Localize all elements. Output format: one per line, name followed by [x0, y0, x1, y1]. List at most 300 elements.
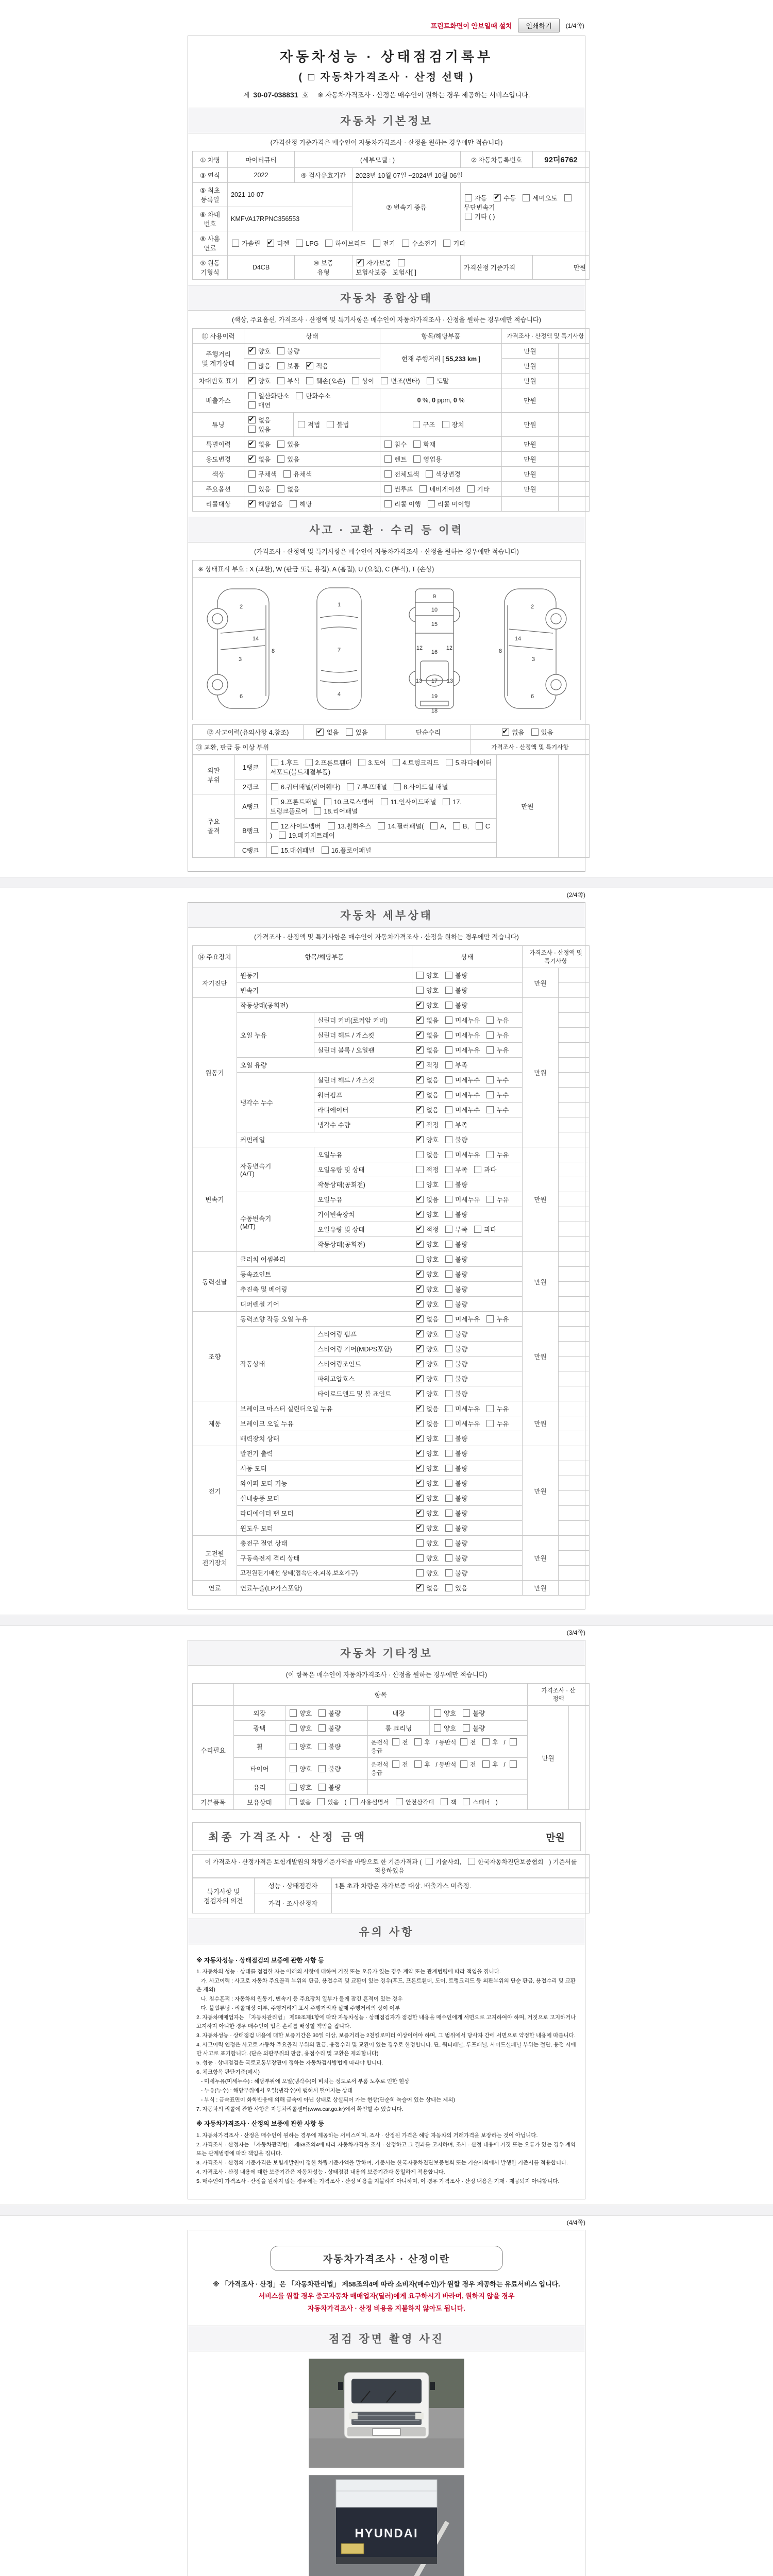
- checkbox[interactable]: [426, 1858, 433, 1865]
- checkbox[interactable]: [416, 1166, 424, 1173]
- checkbox[interactable]: [248, 362, 256, 369]
- checkbox-checked[interactable]: [416, 1315, 424, 1323]
- table-cell: 실린더 블록 / 오일팬: [314, 1043, 412, 1058]
- checkbox[interactable]: [277, 455, 284, 463]
- checkbox[interactable]: [434, 1724, 441, 1732]
- checkbox-checked[interactable]: [416, 1495, 424, 1502]
- checkbox[interactable]: [279, 832, 286, 839]
- table-cell: [430, 1721, 528, 1736]
- checkbox[interactable]: [523, 194, 530, 201]
- checkbox[interactable]: [486, 1091, 494, 1098]
- checkbox[interactable]: [428, 500, 435, 507]
- table-cell: 실린더 헤드 / 개스킷: [314, 1028, 412, 1043]
- checkbox[interactable]: [445, 1569, 452, 1577]
- checkbox-label: 불량: [455, 1540, 468, 1547]
- checkbox-checked[interactable]: [502, 728, 509, 736]
- checkbox[interactable]: [445, 1256, 452, 1263]
- checkbox-checked[interactable]: [416, 1465, 424, 1472]
- pricing-info-line: 자동차가격조사 · 산정 비용을 지불하지 않아도 됩니다.: [308, 2304, 465, 2312]
- checkbox-label: 양호: [299, 1743, 312, 1751]
- checkbox-label: 적정: [426, 1166, 439, 1174]
- checkbox-checked[interactable]: [416, 1226, 424, 1233]
- checkbox[interactable]: [271, 759, 278, 766]
- checkbox-checked[interactable]: [248, 500, 256, 507]
- checkbox-checked[interactable]: [416, 1121, 424, 1128]
- checkbox[interactable]: [416, 1539, 424, 1547]
- checkbox-checked[interactable]: [494, 194, 501, 201]
- checkbox[interactable]: [318, 1709, 326, 1717]
- checkbox[interactable]: [486, 1151, 494, 1158]
- checkbox-label: 없음: [426, 1405, 439, 1413]
- checkbox[interactable]: [445, 1196, 452, 1203]
- checkbox-checked[interactable]: [416, 1420, 424, 1427]
- checkbox-checked[interactable]: [416, 1061, 424, 1069]
- table-cell: [559, 467, 590, 482]
- checkbox-label: 없음: [258, 417, 271, 424]
- table-cell: [244, 452, 380, 467]
- checkbox-checked[interactable]: [416, 1136, 424, 1143]
- table-cell: [412, 1147, 523, 1162]
- checkbox[interactable]: [381, 377, 388, 384]
- pricing-info-line: 서비스를 원할 경우 중고자동차 매매업자(딜러)에게 요구하시기 바라며, 원하지 않을 경우: [258, 2292, 515, 2300]
- table-cell: 구동축전지 격리 상태: [237, 1551, 412, 1566]
- checkbox-checked[interactable]: [416, 1450, 424, 1457]
- checkbox-checked[interactable]: [416, 1435, 424, 1442]
- checkbox-label: 양호: [444, 1710, 457, 1717]
- checkbox[interactable]: [248, 470, 256, 478]
- checkbox-label: 양호: [426, 1376, 439, 1383]
- checkbox[interactable]: [384, 470, 392, 478]
- checkbox[interactable]: [277, 347, 284, 354]
- checkbox-checked[interactable]: [416, 1031, 424, 1039]
- checkbox-label: 2.프론트휀더: [315, 759, 352, 767]
- checkbox[interactable]: [445, 1330, 452, 1337]
- checkbox[interactable]: [531, 728, 539, 736]
- checkbox[interactable]: [474, 1226, 481, 1233]
- checkbox[interactable]: [352, 377, 359, 384]
- checkbox[interactable]: [416, 1256, 424, 1263]
- checkbox[interactable]: [564, 194, 572, 201]
- table-cell: 만원: [523, 1536, 559, 1581]
- checkbox-label: 양호: [426, 1495, 439, 1502]
- checkbox[interactable]: [392, 1738, 399, 1745]
- checkbox[interactable]: [325, 240, 332, 247]
- checkbox-checked[interactable]: [316, 728, 324, 736]
- checkbox[interactable]: [314, 807, 321, 815]
- checkbox[interactable]: [463, 1709, 470, 1717]
- checkbox[interactable]: [248, 485, 256, 493]
- checkbox[interactable]: [441, 1798, 448, 1805]
- checkbox[interactable]: [445, 1524, 452, 1532]
- checkbox[interactable]: [445, 1061, 452, 1069]
- table-cell: [412, 1401, 523, 1416]
- checkbox[interactable]: [445, 1584, 452, 1591]
- table-cell: [559, 1237, 590, 1252]
- checkbox[interactable]: [426, 470, 433, 478]
- checkbox[interactable]: [290, 1765, 297, 1772]
- checkbox[interactable]: [463, 1798, 470, 1805]
- checkbox[interactable]: [446, 759, 453, 766]
- checkbox-checked[interactable]: [416, 1360, 424, 1367]
- table-cell: [412, 1312, 523, 1327]
- checkbox[interactable]: [378, 822, 385, 829]
- checkbox[interactable]: [445, 1390, 452, 1397]
- checkbox-label: 누유: [496, 1196, 509, 1204]
- checkbox[interactable]: [392, 1760, 399, 1768]
- checkbox-checked[interactable]: [416, 1300, 424, 1308]
- checkbox[interactable]: [350, 1798, 358, 1805]
- checkbox[interactable]: [283, 470, 291, 478]
- checkbox[interactable]: [416, 1554, 424, 1562]
- checkbox-label: 기타: [477, 486, 490, 493]
- checkbox[interactable]: [393, 759, 400, 766]
- checkbox[interactable]: [414, 1738, 422, 1745]
- checkbox[interactable]: [445, 1554, 452, 1562]
- table-cell: 변속기: [237, 983, 412, 998]
- checkbox[interactable]: [290, 1798, 297, 1805]
- table-cell: (세부모델 : ): [295, 151, 461, 168]
- checkbox[interactable]: [248, 401, 256, 409]
- checkbox-label: 불법: [337, 421, 349, 429]
- checkbox-checked[interactable]: [416, 1091, 424, 1098]
- checkbox-label: 양호: [426, 1181, 439, 1189]
- checkbox[interactable]: [298, 421, 305, 428]
- checkbox-checked[interactable]: [416, 1345, 424, 1352]
- checkbox[interactable]: [486, 1046, 494, 1054]
- checkbox-checked[interactable]: [416, 1524, 424, 1532]
- checkbox[interactable]: [384, 455, 392, 463]
- checkbox[interactable]: [510, 1738, 517, 1745]
- table-cell: 2021-10-07: [228, 183, 352, 207]
- checkbox-label: 양호: [426, 1525, 439, 1532]
- checkbox-checked[interactable]: [416, 1510, 424, 1517]
- checkbox[interactable]: [277, 362, 284, 369]
- checkbox[interactable]: [318, 1743, 326, 1750]
- checkbox[interactable]: [416, 987, 424, 994]
- table-cell: 가격조사 · 산정액 및 특기사항: [523, 946, 590, 968]
- checkbox[interactable]: [416, 1569, 424, 1577]
- table-cell: 오일 누유: [237, 1013, 314, 1058]
- caution-line: 4. 가격조사 · 산정 내용에 대한 보증기간은 자동차성능 · 상태점검 내용의 보증기간과 동일하게 적용합니다.: [196, 2168, 445, 2175]
- checkbox-label: 불량: [455, 1435, 468, 1443]
- checkbox[interactable]: [445, 1151, 452, 1158]
- checkbox-label: 불량: [455, 1361, 468, 1368]
- checkbox[interactable]: [445, 1016, 452, 1024]
- checkbox[interactable]: [232, 240, 239, 247]
- caution-line: 7. 자동차의 리콜에 관한 사항은 자동차리콜센터(www.car.go.kr)에서 확인할 수 있습니다.: [196, 2106, 404, 2113]
- checkbox[interactable]: [445, 1480, 452, 1487]
- checkbox[interactable]: [453, 822, 460, 829]
- checkbox[interactable]: [394, 783, 401, 790]
- svg-text:10: 10: [431, 607, 438, 613]
- checkbox[interactable]: [445, 1181, 452, 1188]
- checkbox[interactable]: [416, 1151, 424, 1158]
- checkbox-checked[interactable]: [416, 1016, 424, 1024]
- final-price-unit: 만원: [546, 1832, 565, 1843]
- checkbox[interactable]: [416, 1181, 424, 1188]
- checkbox[interactable]: [416, 972, 424, 979]
- section-other-title: 자동차 기타정보: [188, 1640, 585, 1666]
- table-cell: [559, 1566, 590, 1581]
- checkbox[interactable]: [384, 500, 392, 507]
- checkbox-label: 있음: [287, 441, 300, 448]
- checkbox[interactable]: [396, 1798, 403, 1805]
- table-cell: 용도변경: [193, 452, 244, 467]
- checkbox-label: 양호: [299, 1725, 312, 1732]
- checkbox[interactable]: [398, 259, 405, 266]
- checkbox-checked[interactable]: [416, 1584, 424, 1591]
- checkbox-checked[interactable]: [416, 1196, 424, 1203]
- basis-table: [192, 1854, 590, 1878]
- checkbox[interactable]: [445, 1031, 452, 1039]
- checkbox[interactable]: [463, 1724, 470, 1732]
- checkbox-label: 없음: [258, 441, 271, 448]
- checkbox[interactable]: [445, 1076, 452, 1083]
- checkbox[interactable]: [445, 1360, 452, 1367]
- checkbox[interactable]: [277, 377, 284, 384]
- checkbox[interactable]: [445, 1435, 452, 1442]
- table-cell: 타이로드엔드 및 볼 죠인트: [314, 1386, 412, 1401]
- checkbox[interactable]: [290, 500, 297, 507]
- checkbox[interactable]: [474, 1166, 481, 1173]
- checkbox[interactable]: [290, 1743, 297, 1750]
- checkbox[interactable]: [414, 1760, 422, 1768]
- checkbox[interactable]: [296, 392, 303, 399]
- checkbox[interactable]: [318, 1784, 326, 1791]
- checkbox[interactable]: [290, 1784, 297, 1791]
- checkbox[interactable]: [318, 1724, 326, 1732]
- table-cell: A랭크: [235, 794, 267, 819]
- checkbox-checked[interactable]: [357, 259, 364, 266]
- checkbox[interactable]: [445, 1106, 452, 1113]
- checkbox[interactable]: [445, 1241, 452, 1248]
- checkbox-checked[interactable]: [248, 416, 256, 423]
- checkbox[interactable]: [445, 1539, 452, 1547]
- checkbox-label: 불량: [473, 1710, 485, 1717]
- checkbox[interactable]: [445, 1091, 452, 1098]
- checkbox[interactable]: [327, 421, 334, 428]
- checkbox[interactable]: [322, 846, 329, 854]
- checkbox[interactable]: [445, 1136, 452, 1143]
- checkbox[interactable]: [347, 783, 354, 790]
- checkbox[interactable]: [510, 1760, 517, 1768]
- checkbox-checked[interactable]: [416, 1405, 424, 1412]
- checkbox-label: 사용설명서: [360, 1800, 389, 1806]
- checkbox[interactable]: [328, 822, 335, 829]
- checkbox[interactable]: [486, 1031, 494, 1039]
- table-cell: [559, 1088, 590, 1103]
- checkbox[interactable]: [486, 1315, 494, 1323]
- checkbox[interactable]: [318, 1765, 326, 1772]
- checkbox[interactable]: [271, 783, 278, 790]
- checkbox[interactable]: [317, 1798, 325, 1805]
- checkbox-checked[interactable]: [416, 1241, 424, 1248]
- final-price-label: 최종 가격조사 · 산정 금액: [208, 1832, 367, 1843]
- checkbox-label: 불량: [455, 1346, 468, 1353]
- checkbox-checked[interactable]: [416, 1002, 424, 1009]
- checkbox-checked[interactable]: [416, 1390, 424, 1397]
- checkbox[interactable]: [467, 485, 475, 493]
- checkbox[interactable]: [306, 377, 313, 384]
- checkbox[interactable]: [486, 1405, 494, 1412]
- checkbox[interactable]: [271, 798, 278, 805]
- checkbox[interactable]: [445, 1121, 452, 1128]
- checkbox[interactable]: [445, 1285, 452, 1293]
- checkbox[interactable]: [277, 440, 284, 448]
- checkbox-label: 영업용: [423, 456, 442, 463]
- checkbox[interactable]: [445, 1420, 452, 1427]
- checkbox[interactable]: [402, 240, 409, 247]
- checkbox[interactable]: [443, 798, 450, 805]
- checkbox[interactable]: [296, 240, 303, 247]
- checkbox-checked[interactable]: [416, 1270, 424, 1278]
- checkbox-label: 안전삼각대: [405, 1800, 434, 1806]
- checkbox[interactable]: [430, 822, 438, 829]
- checkbox[interactable]: [290, 1709, 297, 1717]
- table-cell: 상태: [412, 946, 523, 968]
- table-cell: [559, 1162, 590, 1177]
- checkbox-checked[interactable]: [416, 1076, 424, 1083]
- checkbox[interactable]: [358, 759, 365, 766]
- table-cell: [380, 437, 502, 452]
- checkbox[interactable]: [271, 846, 278, 854]
- checkbox[interactable]: [248, 392, 256, 399]
- checkbox[interactable]: [445, 1046, 452, 1054]
- table-cell: 브레이크 오일 누유: [237, 1416, 412, 1431]
- checkbox-checked[interactable]: [306, 362, 313, 369]
- print-button[interactable]: 인쇄하기: [518, 19, 559, 32]
- checkbox[interactable]: [445, 1270, 452, 1278]
- checkbox[interactable]: [381, 798, 388, 805]
- checkbox[interactable]: [445, 972, 452, 979]
- checkbox[interactable]: [445, 1315, 452, 1323]
- table-cell: 라디에이터: [314, 1103, 412, 1117]
- table-cell: 1톤 초과 차량은 자가보증 대상. 배출가스 미측정.: [332, 1878, 590, 1893]
- checkbox[interactable]: [445, 1405, 452, 1412]
- checkbox[interactable]: [445, 1465, 452, 1472]
- table-cell: [559, 1147, 590, 1162]
- checkbox-label: 도말: [436, 378, 449, 385]
- table-cell: 가격 · 조사산정자: [255, 1893, 332, 1913]
- checkbox[interactable]: [419, 485, 427, 493]
- checkbox[interactable]: [413, 455, 421, 463]
- page-1: [188, 36, 585, 872]
- checkbox[interactable]: [482, 1760, 490, 1768]
- checkbox[interactable]: [465, 194, 472, 201]
- table-cell: [244, 374, 502, 388]
- install-notice-link[interactable]: 프린트화면이 안보일때 설치: [430, 22, 512, 30]
- checkbox[interactable]: [248, 426, 256, 433]
- table-cell: [412, 1088, 523, 1103]
- caution-line: 2. 가격조사 · 산정자는 「자동차관리법」 제58조의4에 따라 자동차가격을 조사 · 산정하고 그 결과를 고지하며, 조사 · 산정 내용에 거짓 또는 오류가 있는 경우 계약 또는 관계법령에 따라 책임을 집니다.: [196, 2141, 578, 2157]
- table-cell: 만원: [533, 256, 590, 280]
- caution-line: 2. 자동차매매업자는 「자동차관리법」 제58조제1항에 따라 자동차성능 · 상태점검자가 점검한 내용을 매수인에게 서면으로 고지하여야 하며, 거짓으로 고지하거나 고지하지 아니한 경우 매수인이 입은 손해를 배상할 책임을 집니다.: [196, 2014, 578, 2030]
- checkbox[interactable]: [460, 1738, 467, 1745]
- checkbox-checked[interactable]: [416, 1046, 424, 1054]
- table-cell: [244, 482, 380, 497]
- table-cell: 가격조사 · 산정액 및 특기사항: [471, 740, 590, 755]
- checkbox[interactable]: [486, 1016, 494, 1024]
- checkbox[interactable]: [290, 1724, 297, 1732]
- checkbox[interactable]: [476, 822, 483, 829]
- checkbox[interactable]: [486, 1196, 494, 1203]
- checkbox-checked[interactable]: [416, 1285, 424, 1293]
- table-cell: [244, 388, 380, 413]
- table-cell: [412, 1028, 523, 1043]
- checkbox[interactable]: [434, 1709, 441, 1717]
- checkbox[interactable]: [445, 1345, 452, 1352]
- checkbox[interactable]: [443, 240, 450, 247]
- table-cell: [471, 725, 590, 740]
- checkbox[interactable]: [306, 759, 313, 766]
- checkbox-checked[interactable]: [416, 1480, 424, 1487]
- checkbox-checked[interactable]: [416, 1375, 424, 1382]
- checkbox-checked[interactable]: [248, 347, 256, 354]
- table-cell: [559, 983, 590, 998]
- checkbox[interactable]: [445, 1166, 452, 1173]
- table-cell: 실린더 헤드 / 개스킷: [314, 1073, 412, 1088]
- checkbox-label: 불량: [455, 1570, 468, 1577]
- checkbox[interactable]: [445, 1002, 452, 1009]
- table-cell: [332, 1893, 590, 1913]
- checkbox[interactable]: [445, 1510, 452, 1517]
- checkbox[interactable]: [486, 1076, 494, 1083]
- checkbox-checked[interactable]: [416, 1106, 424, 1113]
- checkbox[interactable]: [445, 1495, 452, 1502]
- checkbox[interactable]: [384, 440, 392, 448]
- checkbox[interactable]: [486, 1106, 494, 1113]
- checkbox[interactable]: [445, 1226, 452, 1233]
- checkbox[interactable]: [427, 377, 434, 384]
- checkbox[interactable]: [271, 822, 278, 829]
- checkbox[interactable]: [486, 1420, 494, 1427]
- table-cell: 만원: [523, 1312, 559, 1401]
- checkbox-label: 리콜 미이행: [437, 501, 470, 508]
- checkbox[interactable]: [373, 240, 380, 247]
- checkbox-label: A,: [440, 823, 447, 830]
- checkbox-checked[interactable]: [416, 1211, 424, 1218]
- checkbox[interactable]: [460, 1760, 467, 1768]
- checkbox[interactable]: [413, 440, 421, 448]
- checkbox[interactable]: [445, 1450, 452, 1457]
- checkbox-label: 양호: [426, 1286, 439, 1293]
- checkbox[interactable]: [445, 1300, 452, 1308]
- table-cell: [559, 1327, 590, 1342]
- checkbox-checked[interactable]: [248, 377, 256, 384]
- checkbox[interactable]: [482, 1738, 490, 1745]
- checkbox[interactable]: [445, 1375, 452, 1382]
- checkbox-checked[interactable]: [416, 1330, 424, 1337]
- pricing-info-box-title: 자동차가격조사 · 산정이란: [270, 2246, 503, 2271]
- checkbox-checked[interactable]: [248, 455, 256, 463]
- table-cell: 작동상태(공회전): [237, 998, 412, 1013]
- checkbox[interactable]: [384, 485, 392, 493]
- checkbox[interactable]: [468, 1858, 475, 1865]
- checkbox[interactable]: [442, 421, 449, 428]
- checkbox[interactable]: [346, 728, 353, 736]
- checkbox[interactable]: [465, 213, 472, 220]
- checkbox[interactable]: [445, 1211, 452, 1218]
- checkbox[interactable]: [277, 485, 284, 493]
- checkbox-checked[interactable]: [267, 240, 274, 247]
- checkbox[interactable]: [445, 987, 452, 994]
- table-cell: [412, 1416, 523, 1431]
- checkbox[interactable]: [324, 798, 331, 805]
- checkbox-checked[interactable]: [248, 440, 256, 448]
- table-cell: 브레이크 마스터 실린더오일 누유: [237, 1401, 412, 1416]
- checkbox-label: 없음: [426, 1196, 439, 1204]
- checkbox[interactable]: [413, 421, 420, 428]
